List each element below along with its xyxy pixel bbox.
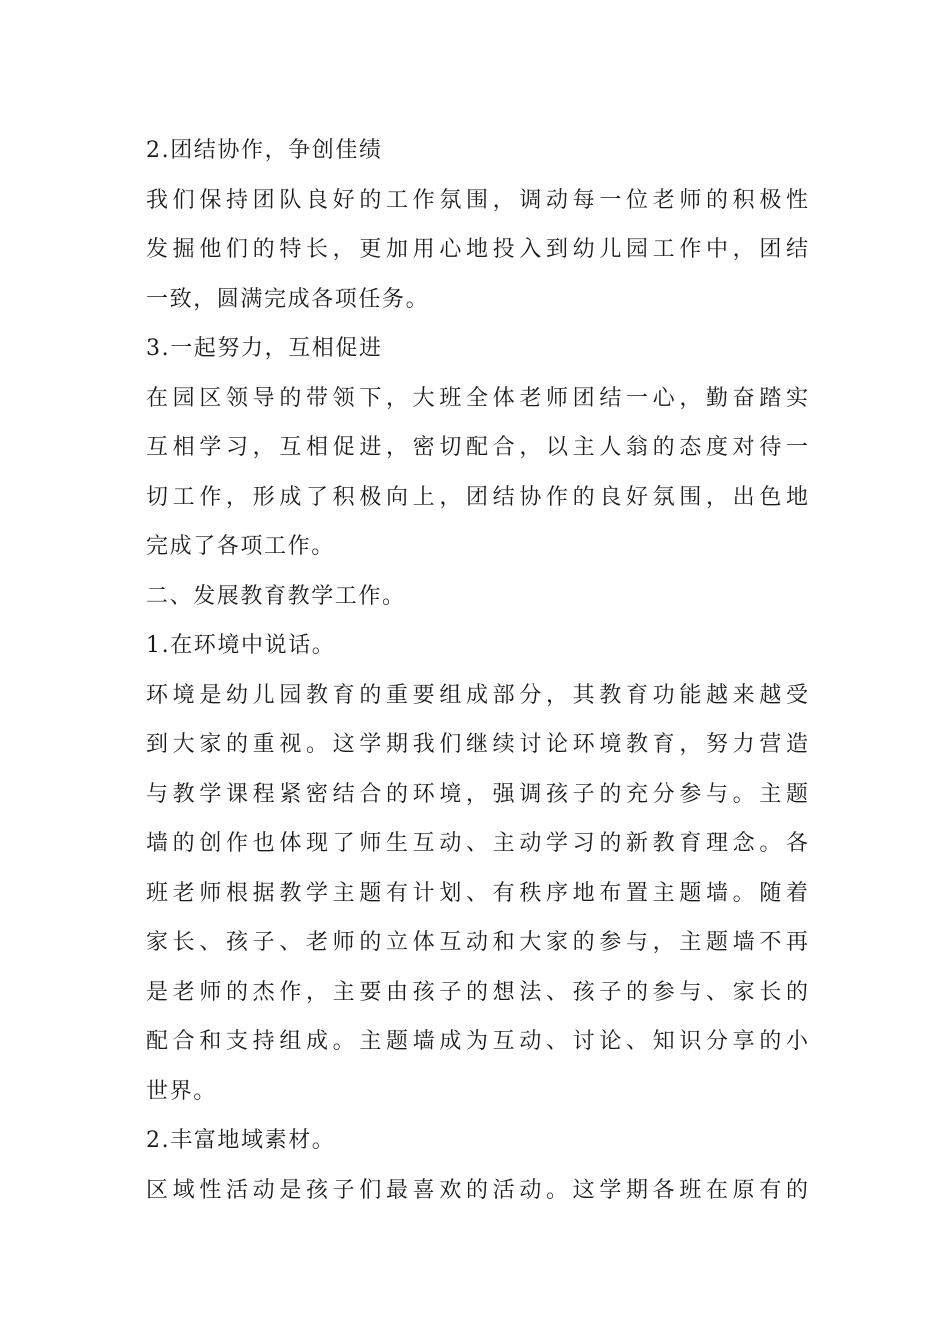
text-line: 一致，圆满完成各项任务。	[146, 286, 430, 312]
text-line: 到大家的重视。这学期我们继续讨论环境教育，努力营造	[146, 732, 808, 757]
text-line: 发掘他们的特长，更加用心地投入到幼儿园工作中，团结	[146, 237, 808, 262]
text-line: 是老师的杰作，主要由孩子的想法、孩子的参与、家长的	[146, 979, 808, 1005]
text-line: 世界。	[146, 1078, 217, 1104]
text-line: 墙的创作也体现了师生互动、主动学习的新教育理念。各	[146, 831, 808, 856]
text-line: 互相学习，互相促进，密切配合，以主人翁的态度对待一	[146, 435, 808, 460]
text-line: 配合和支持组成。主题墙成为互动、讨论、知识分享的小	[146, 1029, 808, 1054]
document-page	[146, 126, 808, 1215]
text-line: 切工作，形成了积极向上，团结协作的良好氛围，出色地	[146, 484, 808, 510]
text-line: 3.一起努力，互相促进	[146, 336, 383, 361]
text-line: 与教学课程紧密结合的环境，强调孩子的充分参与。主题	[146, 781, 808, 807]
text-line: 环境是幼儿园教育的重要组成部分，其教育功能越来越受	[146, 682, 808, 708]
text-line: 二、发展教育教学工作。	[146, 583, 406, 609]
text-line: 我们保持团队良好的工作氛围，调动每一位老师的积极性	[146, 187, 808, 213]
text-line: 家长、孩子、老师的立体互动和大家的参与，主题墙不再	[146, 930, 808, 955]
text-line: 2.丰富地域素材。	[146, 1128, 336, 1153]
text-line: 区域性活动是孩子们最喜欢的活动。这学期各班在原有的	[146, 1177, 808, 1203]
text-line: 1.在环境中说话。	[146, 633, 336, 658]
text-line: 完成了各项工作。	[146, 534, 335, 559]
text-line: 在园区领导的带领下，大班全体老师团结一心，勤奋踏实	[146, 385, 808, 411]
text-line: 2.团结协作，争创佳绩	[146, 138, 383, 163]
text-line: 班老师根据教学主题有计划、有秩序地布置主题墙。随着	[146, 880, 808, 906]
